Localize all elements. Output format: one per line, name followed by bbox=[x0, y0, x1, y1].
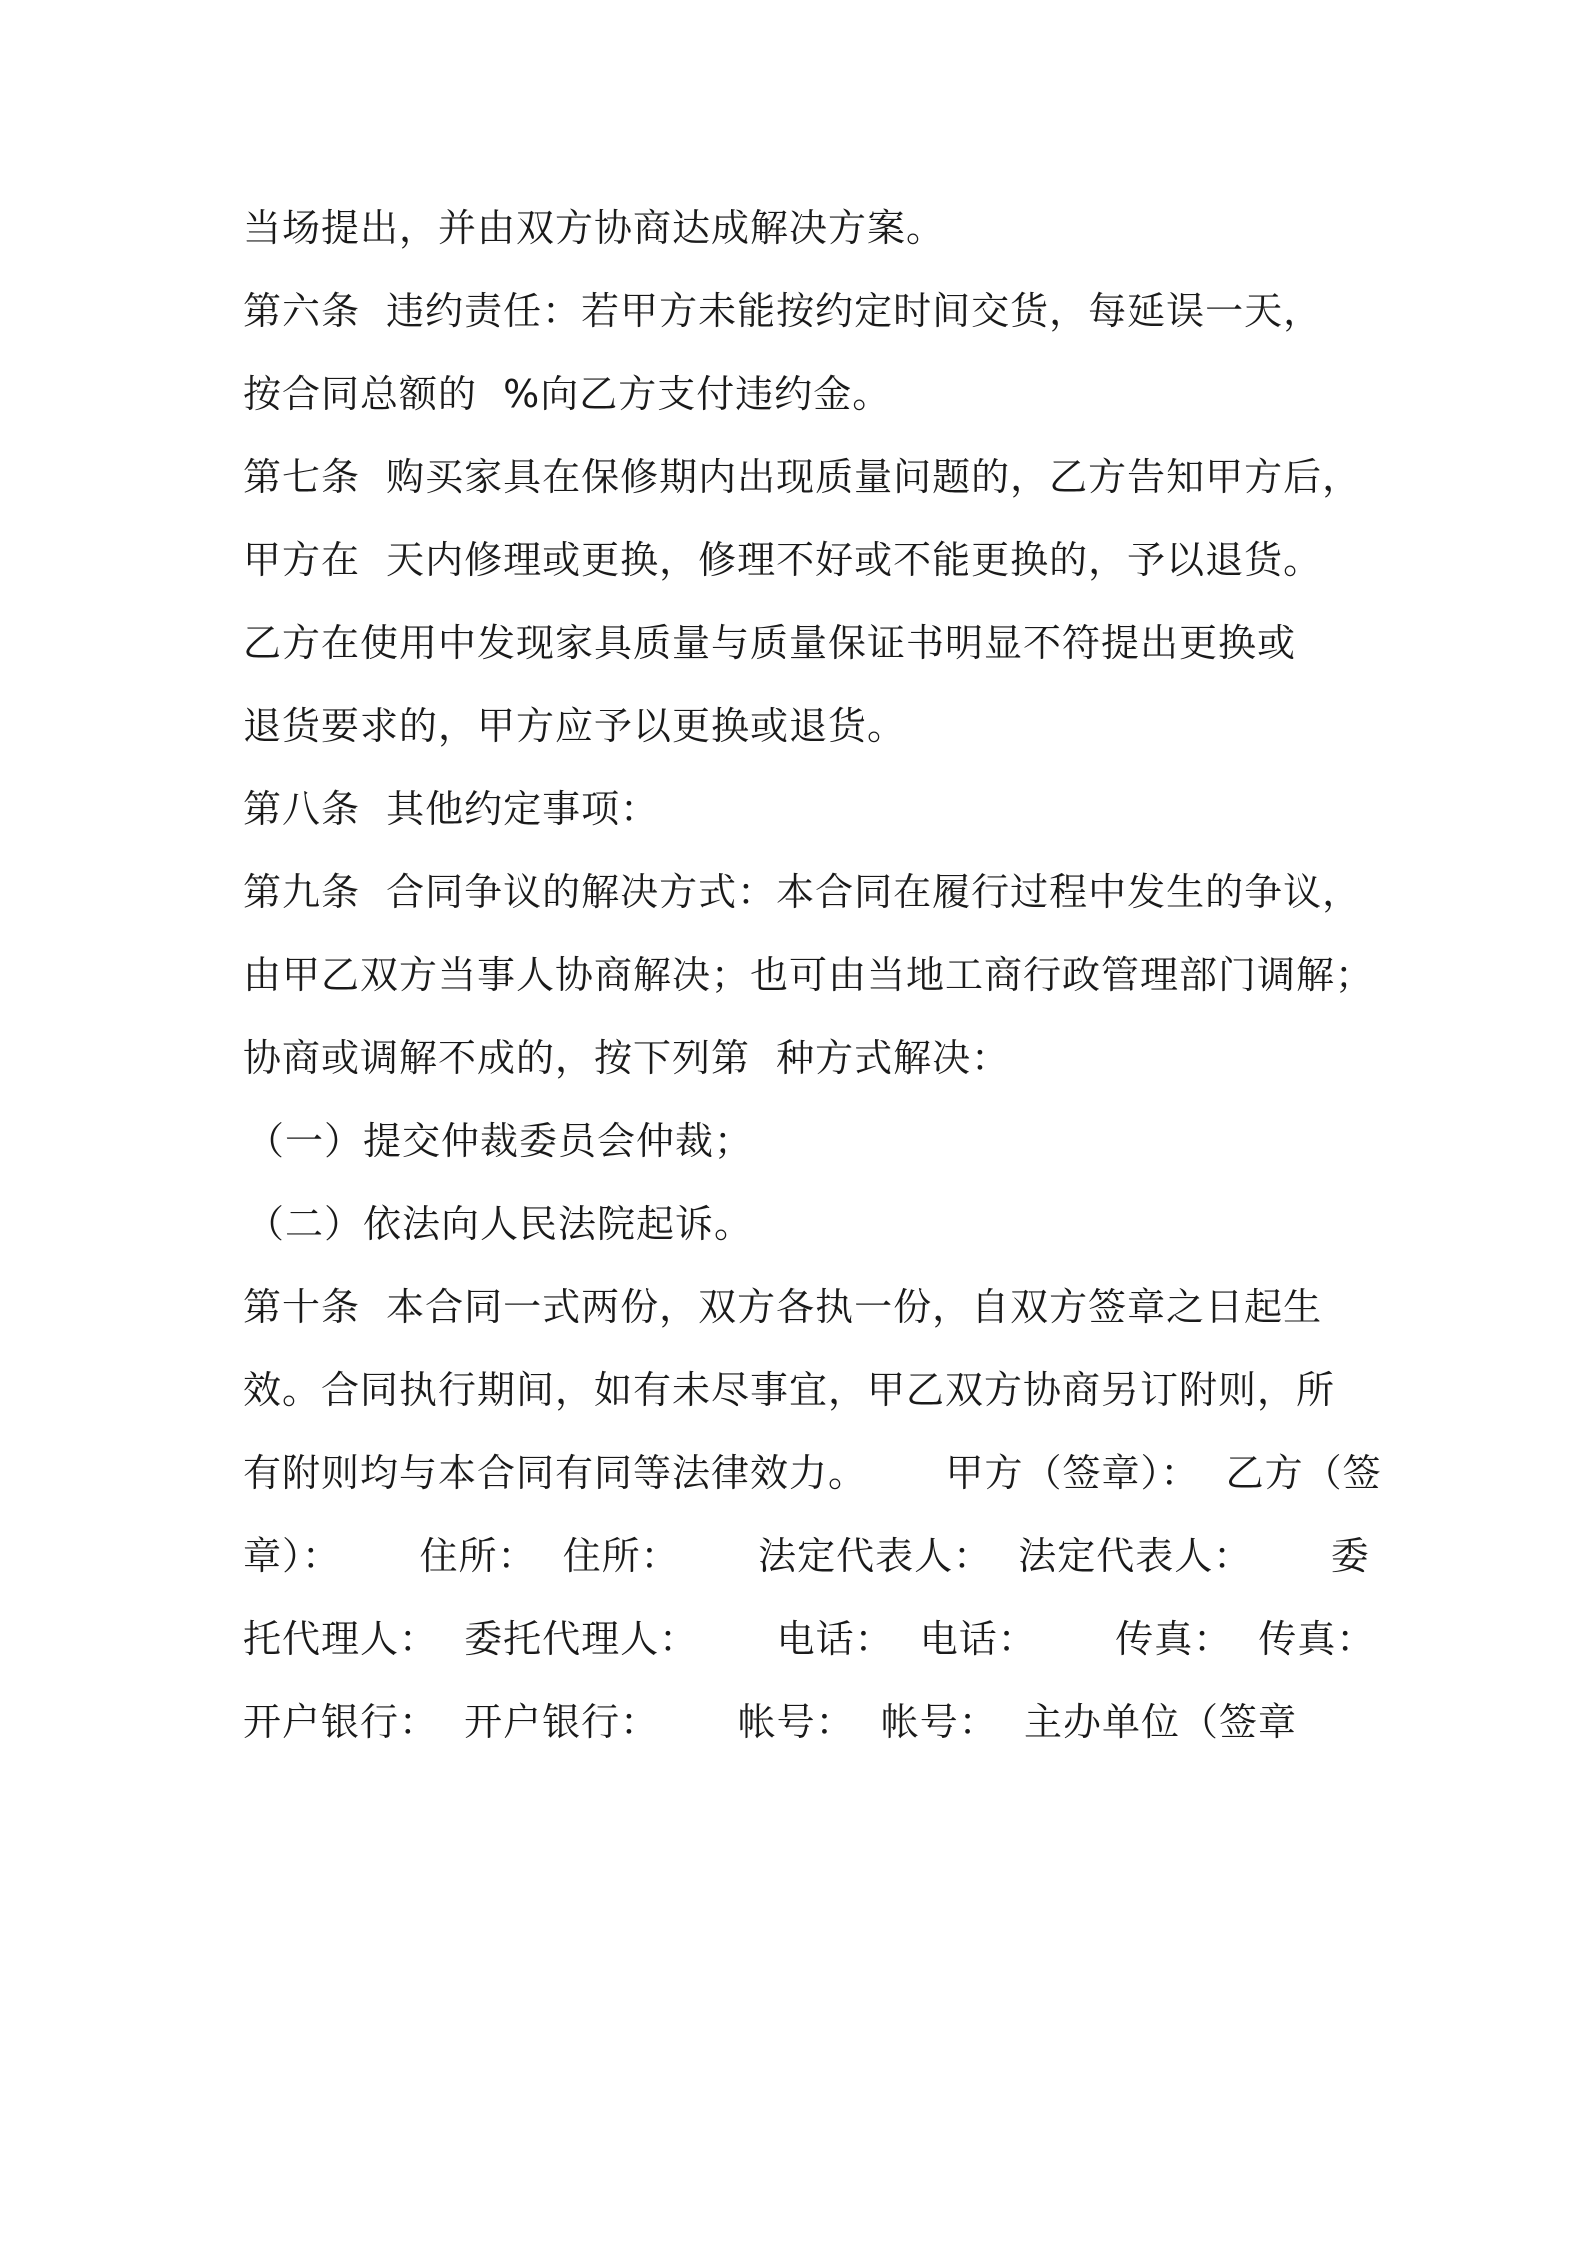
article-9-line: 第九条 合同争议的解决方式：本合同在履行过程中发生的争议， bbox=[243, 870, 1362, 914]
signature-line: 托代理人： 委托代理人： 电话： 电话： 传真： 传真： bbox=[243, 1617, 1376, 1661]
text-line: 当场提出，并由双方协商达成解决方案。 bbox=[243, 206, 946, 250]
article-10-line: 第十条 本合同一式两份，双方各执一份，自双方签章之日起生 bbox=[243, 1285, 1323, 1329]
text-line: 协商或调解不成的，按下列第 种方式解决： bbox=[243, 1036, 1011, 1080]
text-line: 甲方在 天内修理或更换，修理不好或不能更换的，予以退货。 bbox=[243, 538, 1323, 582]
text-line: 由甲乙双方当事人协商解决；也可由当地工商行政管理部门调解； bbox=[243, 953, 1375, 997]
text-line: 乙方在使用中发现家具质量与质量保证书明显不符提出更换或 bbox=[243, 621, 1297, 665]
signature-line: 开户银行： 开户银行： 帐号： 帐号： 主办单位（签章 bbox=[243, 1700, 1297, 1744]
article-7-line: 第七条 购买家具在保修期内出现质量问题的，乙方告知甲方后， bbox=[243, 455, 1362, 499]
text-line: 退货要求的，甲方应予以更换或退货。 bbox=[243, 704, 907, 748]
article-6-line: 第六条 违约责任：若甲方未能按约定时间交货，每延误一天， bbox=[243, 289, 1323, 333]
article-8-line: 第八条 其他约定事项： bbox=[243, 787, 660, 831]
text-line: 按合同总额的 %向乙方支付违约金。 bbox=[243, 372, 892, 416]
option-2-line: （二）依法向人民法院起诉。 bbox=[246, 1202, 754, 1246]
signature-line: 章）： 住所： 住所： 法定代表人： 法定代表人： 委 bbox=[243, 1534, 1370, 1578]
option-1-line: （一）提交仲裁委员会仲裁； bbox=[246, 1119, 754, 1163]
text-line: 效。合同执行期间，如有未尽事宜，甲乙双方协商另订附则，所 bbox=[243, 1368, 1336, 1412]
signature-line: 有附则均与本合同有同等法律效力。 甲方（签章）： 乙方（签 bbox=[243, 1451, 1382, 1495]
